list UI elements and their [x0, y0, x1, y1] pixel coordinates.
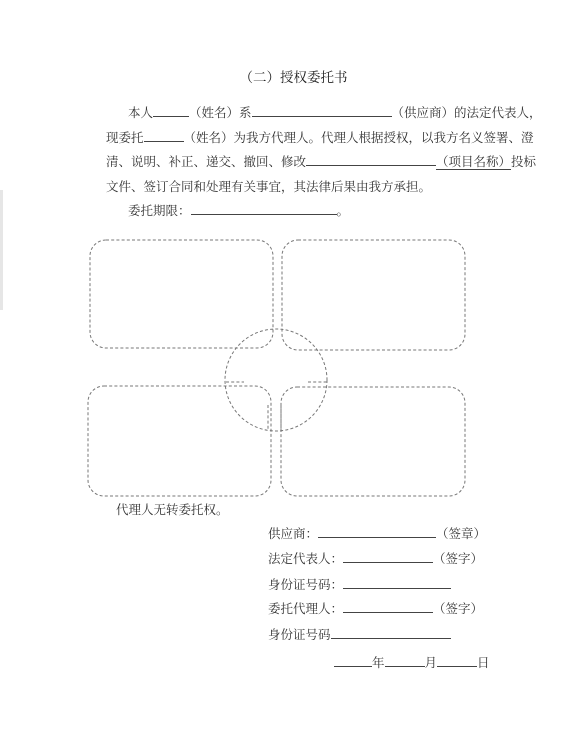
text-agent-scope-2: 清、说明、补正、递交、撤回、修改: [106, 154, 307, 169]
legal-rep-signature-row: [268, 549, 483, 567]
text-bid: 投标: [511, 154, 537, 169]
supplier-signature-row: [268, 524, 486, 542]
text-agent-scope-1: （姓名）为我方代理人。代理人根据授权，以我方名义签署、澄: [183, 129, 534, 145]
document-title: （二）授权委托书: [239, 70, 348, 86]
photo-frame-bottom-left[interactable]: [88, 386, 271, 496]
supplier-seal-hint: （签章）: [436, 526, 487, 541]
supplier-signature-blank[interactable]: [318, 524, 436, 538]
agent-id-row: [268, 625, 451, 643]
text-legal-rep: （供应商）的法定代表人，: [391, 105, 542, 120]
photo-frame-top-right[interactable]: [282, 240, 465, 350]
day-blank[interactable]: [437, 653, 477, 667]
text-principal: 本人: [128, 105, 154, 120]
agent-signature-blank[interactable]: [343, 599, 433, 613]
seal-crosshair: [226, 382, 327, 430]
text-name-hint-1: （姓名）系: [189, 105, 252, 120]
text-period-label: 委托期限：: [128, 203, 191, 218]
agent-id-blank[interactable]: [331, 625, 451, 639]
text-period-end: 。: [336, 203, 350, 218]
agent-signature-row: [268, 599, 483, 617]
agent-sign-hint: （签字）: [433, 601, 484, 616]
id-label-1: 身份证号码：: [268, 577, 344, 592]
date-row: [334, 653, 490, 671]
id-label-2: 身份证号码: [268, 627, 331, 642]
day-label: 日: [477, 655, 490, 670]
month-blank[interactable]: [385, 653, 425, 667]
month-label: 月: [424, 655, 438, 670]
no-transfer-note: 代理人无转委托权。: [116, 502, 229, 517]
body-line-4: 文件、签订合同和处理有关事宜，其法律后果由我方承担。: [106, 178, 432, 194]
legal-rep-id-blank[interactable]: [343, 575, 451, 589]
text-project-name-hint: （项目名称）: [436, 154, 512, 169]
agent-label: 委托代理人：: [268, 601, 344, 616]
supplier-label: 供应商：: [268, 526, 319, 541]
year-label: 年: [372, 655, 385, 670]
legal-rep-sign-hint: （签字）: [433, 551, 484, 566]
photo-frame-bottom-right[interactable]: [281, 387, 465, 496]
seal-circle[interactable]: [225, 329, 327, 431]
legal-rep-id-row: [268, 575, 451, 593]
photo-frame-top-left[interactable]: [90, 240, 273, 348]
legal-rep-signature-blank[interactable]: [343, 549, 433, 563]
legal-rep-label: 法定代表人：: [268, 551, 344, 566]
text-entrust: 现委托: [106, 129, 144, 145]
year-blank[interactable]: [334, 653, 372, 667]
